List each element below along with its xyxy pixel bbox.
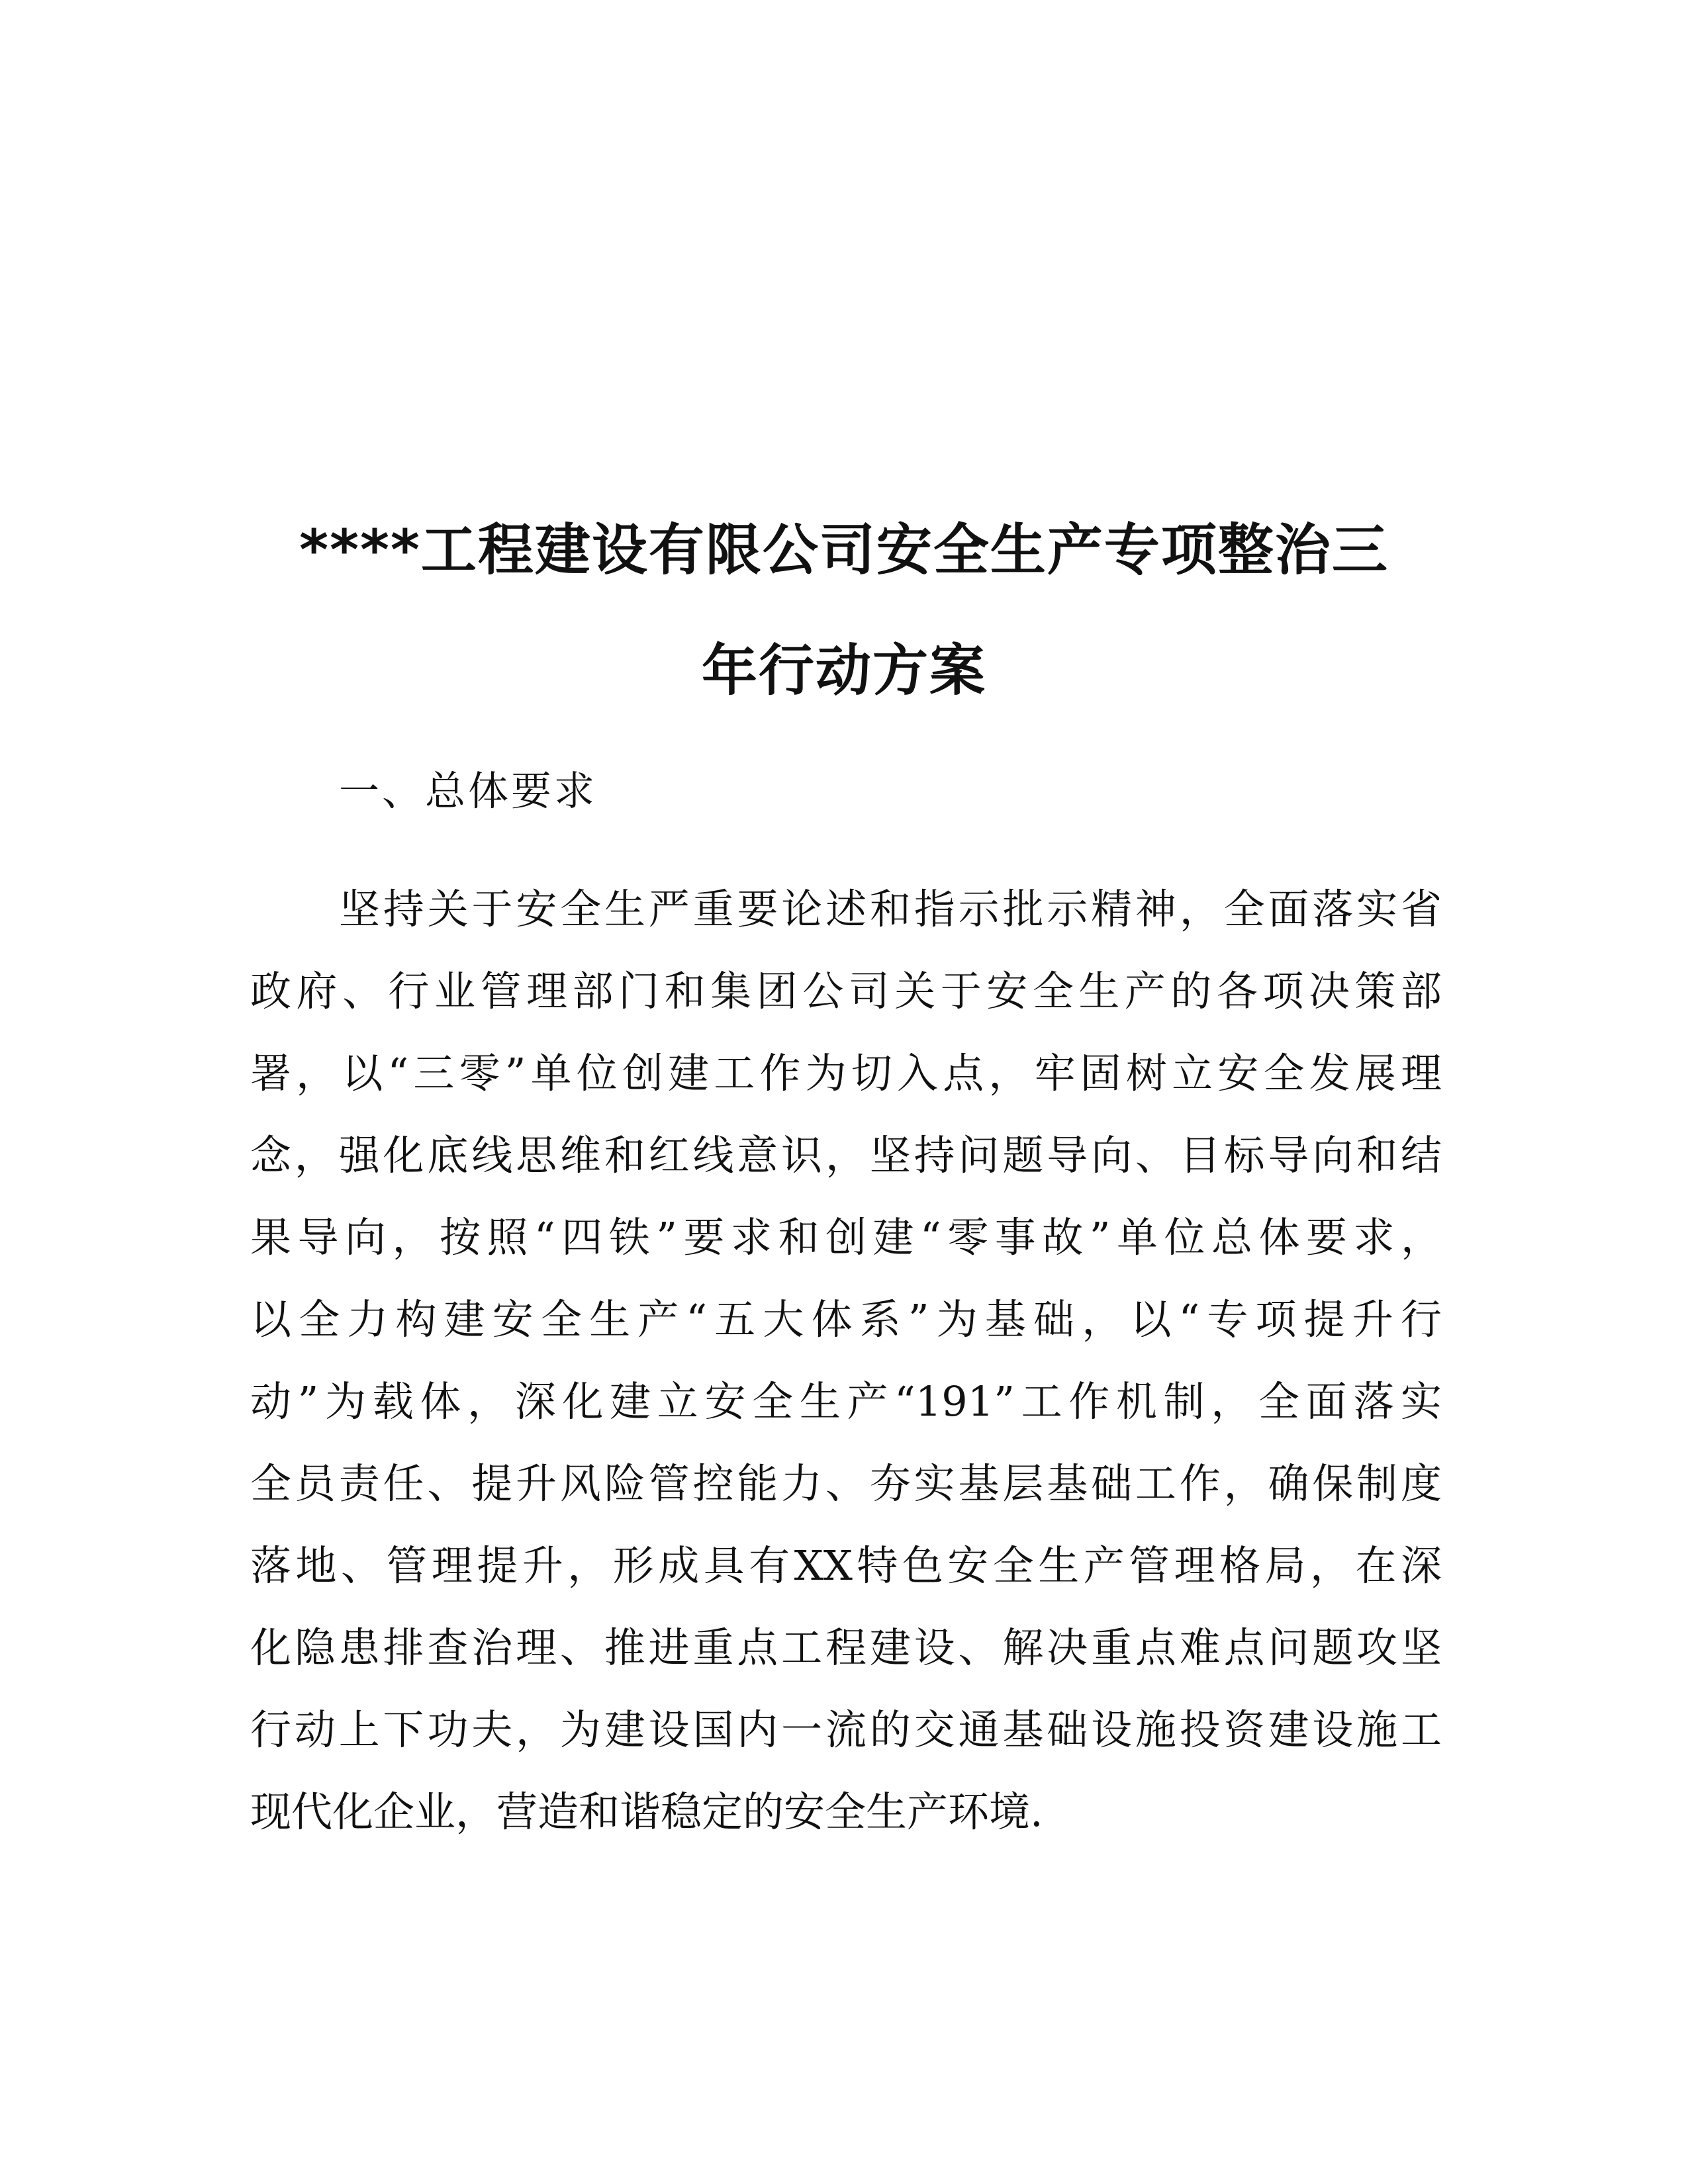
section-heading: 一、总体要求	[339, 768, 598, 815]
body-line-6: 以全力构建安全生产“五大体系”为基础，以“专项提升行	[250, 1295, 1442, 1343]
document-title	[218, 490, 1470, 731]
body-line-7: 动”为载体，深化建立安全生产“191”工作机制，全面落实	[250, 1377, 1442, 1426]
body-line-4: 念，强化底线思维和红线意识，坚持问题导向、目标导向和结	[250, 1131, 1442, 1179]
body-line-8: 全员责任、提升风险管控能力、夯实基层基础工作，确保制度	[250, 1459, 1442, 1508]
body-line-9: 落地、管理提升，形成具有XX特色安全生产管理格局，在深	[250, 1541, 1442, 1590]
body-line-1: 坚持关于安全生严重要论述和指示批示精神，全面落实省	[339, 885, 1442, 933]
document-title-line-1: ****工程建设有限公司安全生产专项整治三	[299, 518, 1389, 582]
body-line-10: 化隐患排查治理、推进重点工程建设、解决重点难点问题攻坚	[250, 1623, 1442, 1672]
body-line-11: 行动上下功夫，为建设国内一流的交通基础设施投资建设施工	[250, 1706, 1442, 1754]
body-line-2: 政府、行业管理部门和集团公司关于安全生产的各项决策部	[250, 967, 1442, 1015]
body-line-3: 署，以“三零”单位创建工作为切入点，牢固树立安全发展理	[250, 1049, 1442, 1097]
body-paragraph	[250, 868, 1442, 1853]
body-line-5: 果导向，按照“四铁”要求和创建“零事故”单位总体要求，	[250, 1213, 1442, 1261]
document-title-line-2: 年行动方案	[701, 638, 986, 703]
body-line-12: 现代化企业，营造和谐稳定的安全生产环境.	[250, 1788, 1043, 1836]
